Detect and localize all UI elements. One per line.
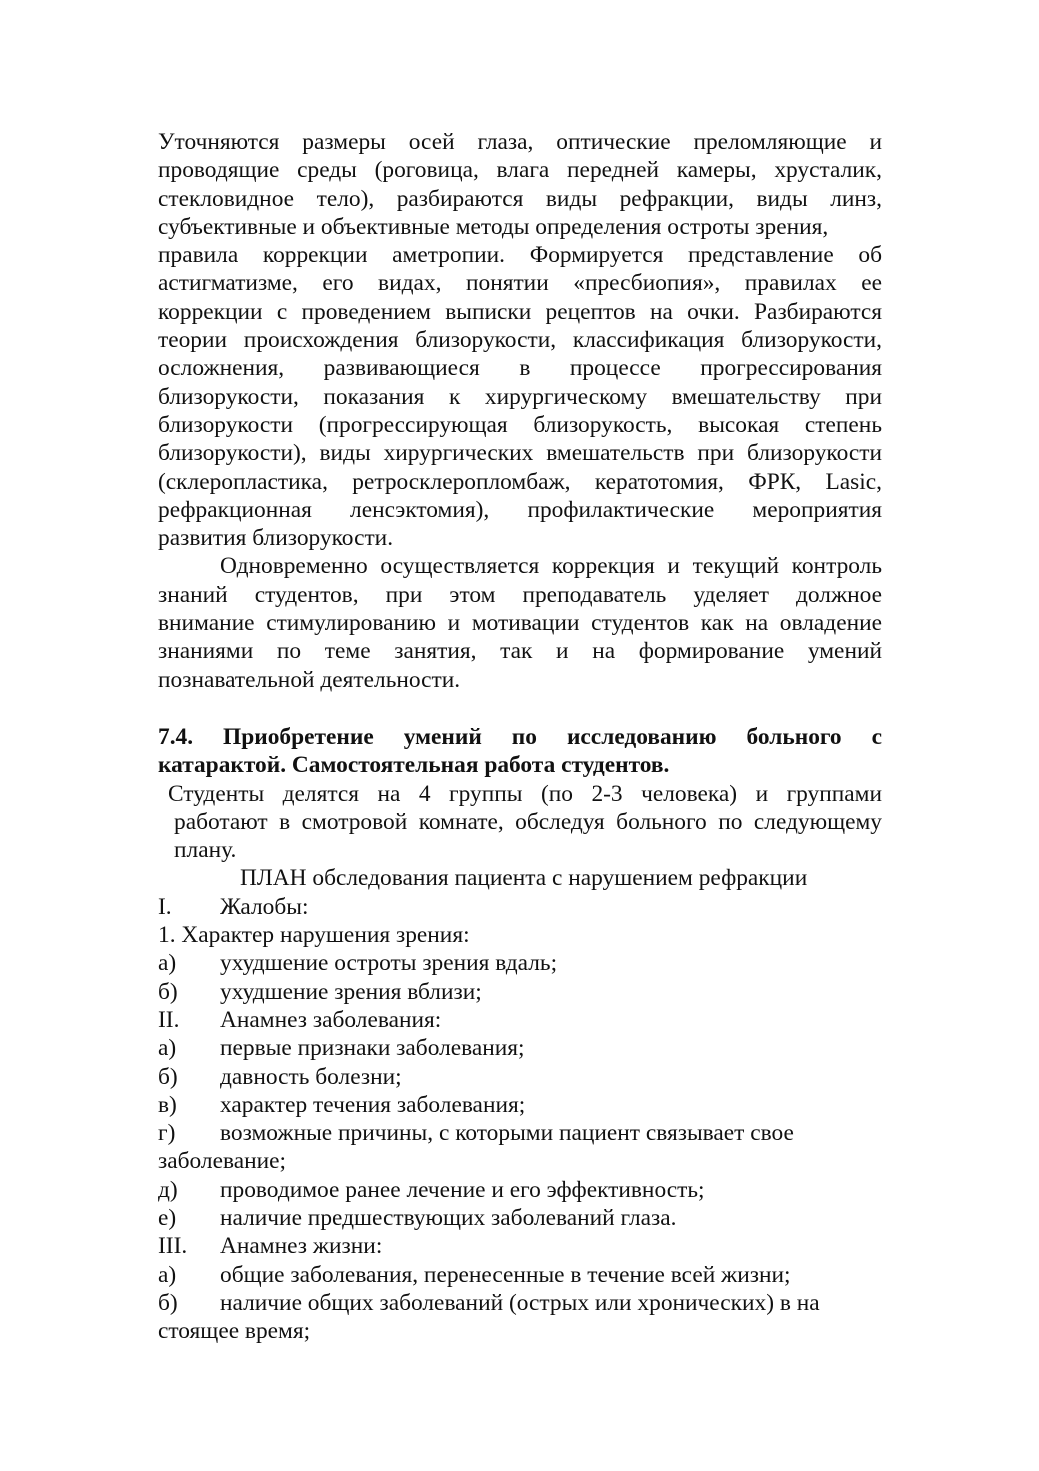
list-item [158,1119,882,1147]
list-marker: б) [158,1289,178,1316]
list-marker: а) [158,1035,177,1062]
text-line: Уточняются размеры осей глаза, оптические преломляющие и [158,129,882,155]
list-item [158,949,882,977]
document-page [158,128,882,1345]
text-line: рефракционная ленсэктомия), профилактические мероприятия [158,496,882,523]
text-line: (склеропластика, ретросклеропломбаж, кератотомия, ФРК, Lasic, [158,468,882,495]
text-line: внимание стимулированию и мотивации студентов как на овладение [158,610,882,637]
list-item [158,1289,882,1317]
list-text: наличие предшествующих заболеваний глаза. [220,1204,677,1231]
section-heading [158,723,882,780]
plan-title: ПЛАН обследования пациента с нарушением рефракции [240,865,808,892]
list-item [158,1006,882,1034]
list-item [158,1232,882,1260]
text-line: осложнения, развивающиеся в процессе прогрессирования [158,355,882,382]
list-marker: II. [158,1006,180,1033]
list-marker: б) [158,1063,178,1090]
text-line: познавательной деятельности. [158,666,461,693]
text-line: близорукости, показания к хирургическому вмешательству при [158,383,882,410]
paragraph-2 [158,552,882,693]
list-item [158,893,882,921]
list-text: ухудшение остроты зрения вдаль; [220,950,558,977]
text-line: Студенты делятся на 4 группы (по 2-3 человека) и группами [168,780,882,807]
list-item [158,1034,882,1062]
text-line: близорукости (прогрессирующая близорукость, высокая степень [158,411,882,438]
text-line: субъективные и объективные методы определения остроты зрения, [158,213,829,240]
text-line: плану. [174,837,237,864]
list-marker: е) [158,1204,177,1231]
plan-list [158,893,882,1346]
text-line: теории происхождения близорукости, классификация близорукости, [158,327,882,354]
list-item [158,1091,882,1119]
list-text: проводимое ранее лечение и его эффективность; [220,1176,705,1203]
list-marker: г) [158,1120,176,1147]
intro-paragraph [158,780,882,865]
list-item: 1. Характер нарушения зрения: [158,922,470,949]
text-line: астигматизме, его видах, понятии «пресбиопия», правилах ее [158,270,882,297]
list-marker: б) [158,978,178,1005]
list-text: первые признаки заболевания; [220,1035,525,1062]
list-item [158,1261,882,1289]
list-marker: д) [158,1176,178,1203]
list-marker: а) [158,1261,177,1288]
list-item-continuation: заболевание; [158,1148,286,1175]
list-text: давность болезни; [220,1063,402,1090]
paragraph-1 [158,128,882,552]
list-item [158,1204,882,1232]
text-line: развития близорукости. [158,525,394,552]
list-text: ухудшение зрения вблизи; [220,978,482,1005]
text-line: работают в смотровой комнате, обследуя больного по следующему [174,808,882,835]
list-item [158,1063,882,1091]
list-text: общие заболевания, перенесенные в течение всей жизни; [220,1261,791,1288]
list-text: Анамнез жизни: [220,1233,383,1260]
list-text: характер течения заболевания; [220,1091,526,1118]
list-marker: I. [158,893,172,920]
heading-line: катарактой. Самостоятельная работа студентов. [158,752,670,779]
text-line: знаний студентов, при этом преподаватель уделяет должное [158,581,882,608]
text-line: коррекции с проведением выписки рецептов на очки. Разбираются [158,298,882,325]
list-item-continuation: стоящее время; [158,1318,311,1345]
list-item [158,978,882,1006]
list-marker: III. [158,1233,188,1260]
text-line: правила коррекции аметропии. Формируется представление об [158,242,882,269]
list-marker: а) [158,950,177,977]
list-marker: в) [158,1091,177,1118]
list-text: Анамнез заболевания: [220,1006,442,1033]
text-line: Одновременно осуществляется коррекция и текущий контроль [220,553,882,580]
list-item [158,1176,882,1204]
list-text: Жалобы: [220,893,309,920]
text-line: знаниями по теме занятия, так и на формирование умений [158,638,882,665]
text-line: стекловидное тело), разбираются виды рефракции, виды линз, [158,185,882,212]
list-text: возможные причины, с которыми пациент связывает свое [220,1120,794,1147]
list-text: наличие общих заболеваний (острых или хронических) в на [220,1289,820,1316]
text-line: проводящие среды (роговица, влага передней камеры, хрусталик, [158,157,882,184]
heading-line: 7.4. Приобретение умений по исследованию больного с [158,723,882,750]
text-line: близорукости), виды хирургических вмешательств при близорукости [158,440,882,467]
